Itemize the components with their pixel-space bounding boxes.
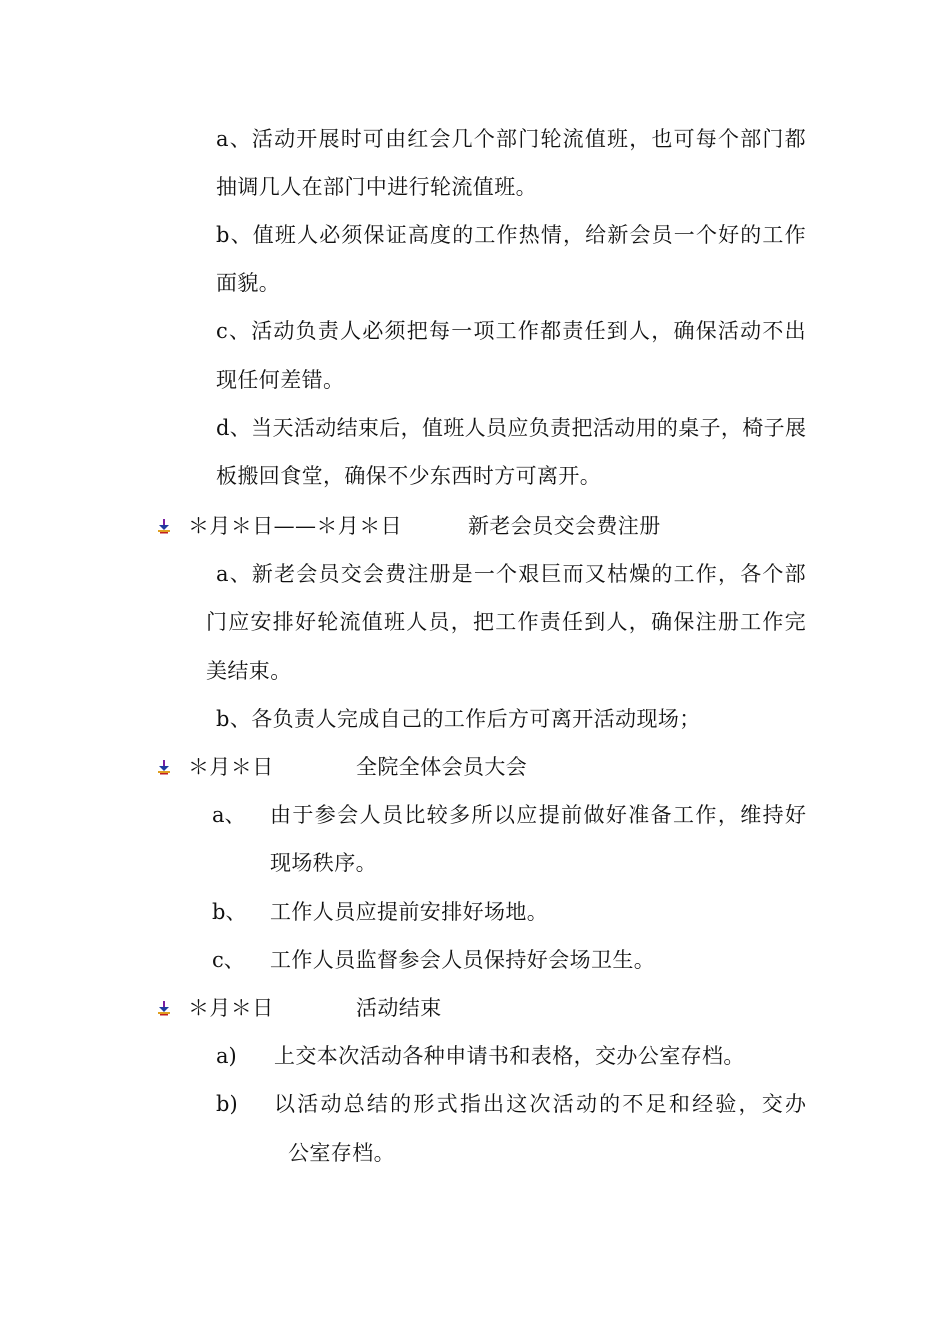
registration-a-line-1: a、新老会员交会费注册是一个艰巨而又枯燥的工作，各个部 (216, 562, 806, 586)
paragraph-d-line-1: d、当天活动结束后，值班人员应负责把活动用的桌子，椅子展 (216, 416, 806, 440)
meeting-a-line-2: 现场秩序。 (270, 851, 377, 875)
registration-b-line-1: b、各负责人完成自己的工作后方可离开活动现场； (216, 707, 701, 731)
paragraph-c-line-1: c、活动负责人必须把每一项工作都责任到人，确保活动不出 (216, 319, 806, 343)
end-a-line-1: 上交本次活动各种申请书和表格，交办公室存档。 (274, 1044, 745, 1068)
arrow-bullet-icon (156, 1000, 172, 1016)
paragraph-a-line-2: 抽调几人在部门中进行轮流值班。 (216, 175, 537, 199)
end-b-line-1: 以活动总结的形式指出这次活动的不足和经验，交办 (274, 1092, 806, 1116)
meeting-b-label: b、 (212, 900, 247, 924)
arrow-bullet-icon (156, 759, 172, 775)
heading-title: 全院全体会员大会 (356, 755, 528, 779)
paragraph-b-line-2: 面貌。 (216, 271, 281, 295)
heading-date: ＊月＊日 (188, 996, 274, 1020)
heading-date: ＊月＊日——＊月＊日 (188, 514, 402, 538)
end-b-label: b) (216, 1092, 238, 1116)
meeting-a-label: a、 (212, 803, 246, 827)
meeting-b-line-1: 工作人员应提前安排好场地。 (270, 900, 549, 924)
end-a-label: a) (216, 1044, 237, 1068)
meeting-c-label: c、 (212, 948, 245, 972)
end-b-line-2: 公室存档。 (288, 1141, 395, 1165)
meeting-a-line-1: 由于参会人员比较多所以应提前做好准备工作，维持好 (270, 803, 806, 827)
heading-title: 新老会员交会费注册 (468, 514, 661, 538)
meeting-c-line-1: 工作人员监督参会人员保持好会场卫生。 (270, 948, 656, 972)
paragraph-c-line-2: 现任何差错。 (216, 368, 345, 392)
paragraph-a-line-1: a、活动开展时可由红会几个部门轮流值班，也可每个部门都 (216, 127, 806, 151)
heading-date: ＊月＊日 (188, 755, 274, 779)
registration-a-line-2: 门应安排好轮流值班人员，把工作责任到人，确保注册工作完 (206, 610, 806, 634)
registration-a-line-3: 美结束。 (206, 659, 292, 683)
arrow-bullet-icon (156, 518, 172, 534)
paragraph-d-line-2: 板搬回食堂，确保不少东西时方可离开。 (216, 464, 602, 488)
paragraph-b-line-1: b、值班人必须保证高度的工作热情，给新会员一个好的工作 (216, 223, 806, 247)
heading-title: 活动结束 (356, 996, 442, 1020)
